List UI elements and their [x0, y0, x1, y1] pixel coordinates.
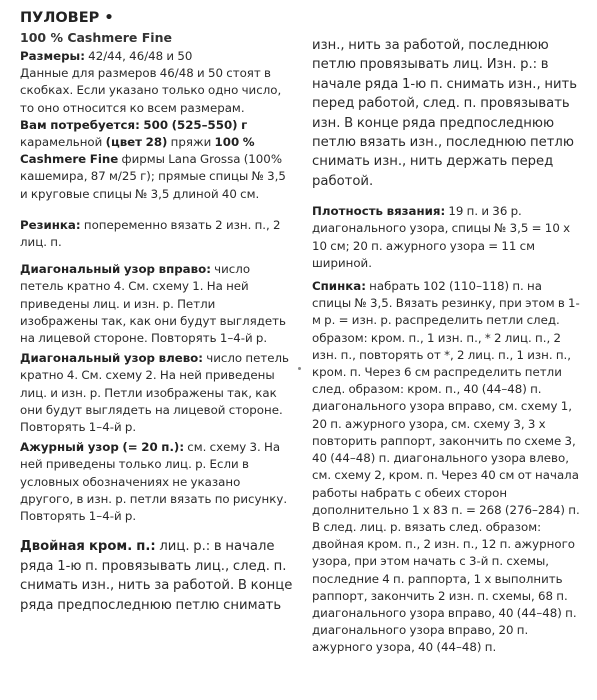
diag-left-label: Диагональный узор влево:	[20, 351, 203, 366]
sizes-label: Размеры:	[20, 49, 85, 63]
rib-label: Резинка:	[20, 217, 81, 232]
print-speck	[298, 367, 301, 370]
materials-color: (цвет 28)	[105, 135, 168, 150]
diag-right-label: Диагональный узор вправо:	[20, 262, 211, 277]
lace-text: см. схему 3. На ней приведены только лиц. р. Если в условных обозначениях не указано другого, в изн. р. петли вязать по рисунку. Повторять 1–4-й р.	[20, 440, 288, 524]
edge-continued: изн., нить за работой, последнюю петлю провязывать лиц. Изн. р.: в начале ряда 1-ю п. снимать изн., нить перед работой, след. п. провязывать изн. В конце ряда предпоследнюю петлю вязать изн., последнюю петлю снимать изн., нить держать перед работой.	[312, 38, 577, 189]
sizes-text: 42/44, 46/48 и 50	[84, 49, 193, 63]
diag-left-text: число петель кратно 4. См. схему 2. На ней приведены лиц. и изн. р. Петли изображены так, как они будут выглядеть на лицевой стороне. Повторять 1–4-й р.	[20, 351, 289, 435]
back-label: Спинка:	[312, 279, 366, 294]
edge-label: Двойная кром. п.:	[20, 539, 156, 555]
edge-paragraph	[20, 537, 295, 615]
sizes-paragraph	[20, 48, 295, 65]
right-column	[312, 0, 582, 657]
edge-text: лиц. р.: в начале ряда 1-ю п. провязывать лиц., след. п. снимать изн., нить за работой. В конце ряда предпоследнюю петлю снимать	[20, 539, 293, 613]
lace-label: Ажурный узор (= 20 п.):	[20, 440, 185, 455]
diag-right-paragraph	[20, 261, 295, 347]
back-text: набрать 102 (110–118) п. на спицы № 3,5. Вязать резинку, при этом в 1-м р. = изн. р. распределить петли след. образом: кром. п., 1 изн. п., * 2 лиц. п., 2 изн. п., повторять от *, 2 лиц. п., 1 изн. п., кром. п. Через 6 см распределить петли след. образом: кром. п., 40 (44–48) п. диагонального узора вправо, см. схему 1, 20 п. ажурного узора, см. схему 3, 3 х повторить раппорт, закончить по схеме 3, 40 (44–48) п. диагонального узора влево, см. схему 2, кром. п. Через 40 см от начала работы набрать с обеих сторон дополнительно 1 х 83 п. = 268 (276–284) п. В след. лиц. р. вязать след. образом: двойная кром. п., 2 изн. п., 12 п. ажурного узора, при этом начать с 3-й п. схемы, последние 4 п. раппорта, 1 х выполнить раппорт, закончить 2 изн. п. схемы, 68 п. диагонального узора вправо, 40 (44–48) п. диагонального узора вправо, 20 п. ажурного узора, 40 (44–48) п.	[312, 279, 580, 655]
back-paragraph	[312, 278, 582, 656]
gauge-label: Плотность вязания:	[312, 204, 446, 219]
left-column	[20, 0, 295, 615]
page-title: ПУЛОВЕР •	[20, 10, 114, 26]
materials-text-3: фирмы Lana Grossa (100% кашемира, 87 м/25 г); прямые спицы № 3,5 и круговые спицы № 3,5 длиной 40 см.	[20, 152, 286, 201]
sizes-note: Данные для размеров 46/48 и 50 стоят в скобках. Если указано только одно число, то оно относится ко всем размерам.	[20, 66, 282, 115]
rib-paragraph	[20, 217, 295, 251]
lace-paragraph	[20, 439, 295, 525]
materials-text-1: карамельной	[20, 135, 106, 150]
materials-paragraph	[20, 117, 295, 203]
materials-label: Вам потребуется: 500 (525–550) г	[20, 117, 248, 132]
diag-left-paragraph	[20, 350, 295, 436]
materials-text-2: пряжи	[167, 135, 215, 150]
materials-yarn: 100 % Cashmere Fine	[20, 135, 255, 167]
gauge-paragraph	[312, 203, 582, 272]
yarn-subtitle: 100 % Cashmere Fine	[20, 30, 172, 45]
diag-right-text: число петель кратно 4. См. схему 1. На ней приведены лиц. и изн. р. Петли изображены так, как они будут выглядеть на лицевой стороне. Повторять 1–4-й р.	[20, 262, 286, 346]
rib-text: попеременно вязать 2 изн. п., 2 лиц. п.	[20, 217, 281, 250]
gauge-text: 19 п. и 36 р. диагонального узора, спицы № 3,5 = 10 х 10 см; 20 п. ажурного узора = 11 см шириной.	[312, 204, 571, 270]
